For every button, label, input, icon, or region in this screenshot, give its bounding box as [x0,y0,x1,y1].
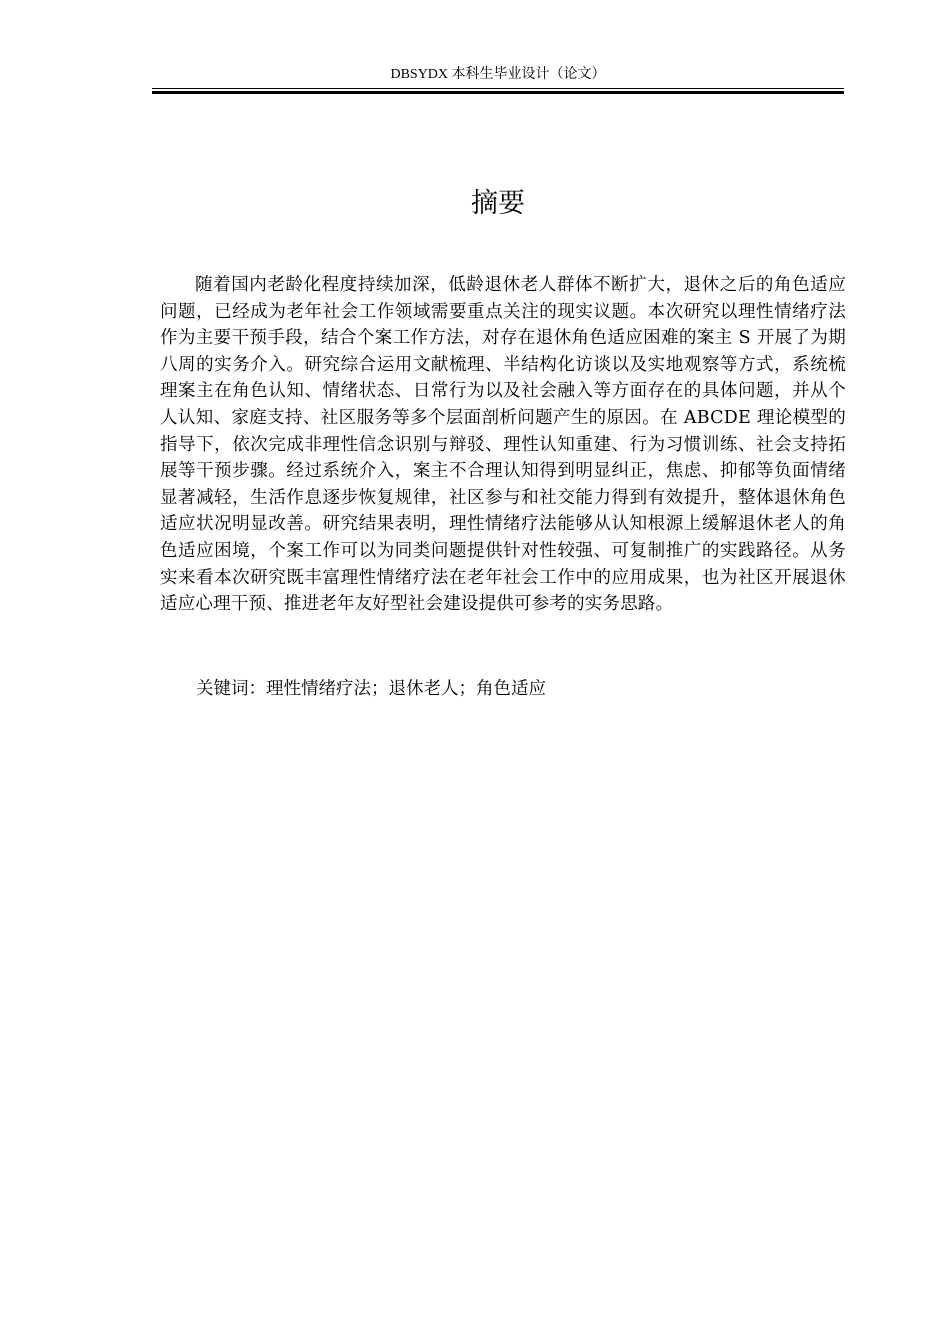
keywords-label: 关键词： [196,679,266,699]
abstract-body: 随着国内老龄化程度持续加深，低龄退休老人群体不断扩大，退休之后的角色适应问题，已经成为老年社会工作领域需要重点关注的现实议题。本次研究以理性情绪疗法作为主要干预手段，结合个案工作方法，对存在退休角色适应困难的案主 S 开展了为期八周的实务介入。研究综合运用文献梳理、半结构化访谈以及实地观察等方式，系统梳理案主在角色认知、情绪状态、日常行为以及社会融入等方面存在的具体问题，并从个人认知、家庭支持、社区服务等多个层面剖析问题产生的原因。在 ABCDE 理论模型的指导下，依次完成非理性信念识别与辩驳、理性认知重建、行为习惯训练、社会支持拓展等干预步骤。经过系统介入，案主不合理认知得到明显纠正，焦虑、抑郁等负面情绪显著减轻，生活作息逐步恢复规律，社区参与和社交能力得到有效提升，整体退休角色适应状况明显改善。研究结果表明，理性情绪疗法能够从认知根源上缓解退休老人的角色适应困境，个案工作可以为同类问题提供针对性较强、可复制推广的实践路径。从务实来看本次研究既丰富理性情绪疗法在老年社会工作中的应用成果，也为社区开展退休适应心理干预、推进老年友好型社会建设提供可参考的实务思路。 [160,275,846,615]
header-rule-thick [152,91,844,94]
header-rule-thin [152,88,844,89]
abstract-title: 摘要 [471,188,525,219]
keywords-line [196,676,836,702]
keywords-value: 理性情绪疗法；退休老人；角色适应 [266,679,546,699]
page-header: DBSYDX 本科生毕业设计（论文） [390,67,606,82]
